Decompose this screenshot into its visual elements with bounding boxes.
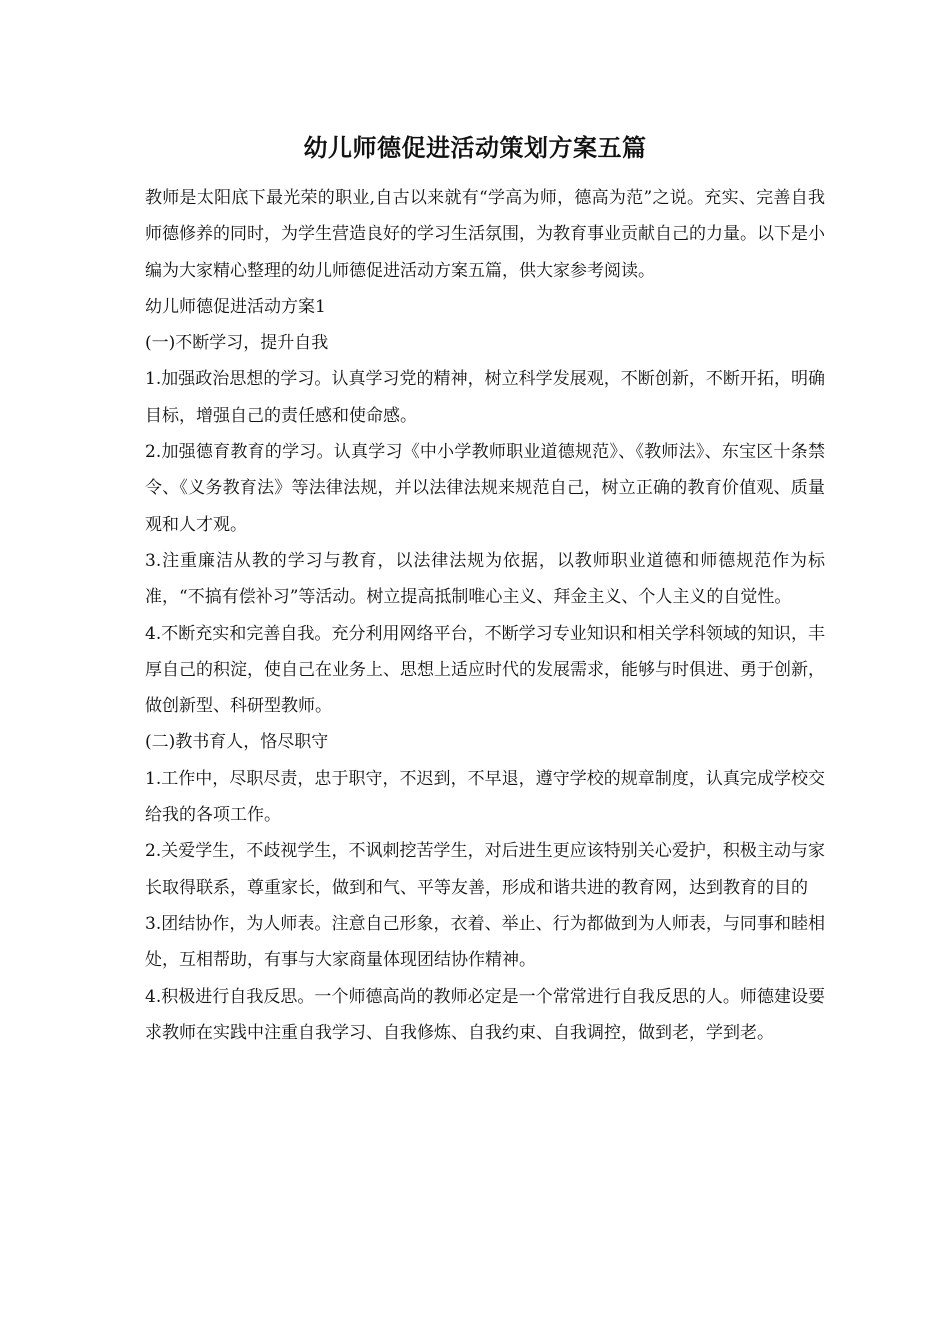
paragraph: 2.关爱学生，不歧视学生，不讽刺挖苦学生，对后进生更应该特别关心爱护，积极主动与家长取得联系，尊重家长，做到和气、平等友善，形成和谐共进的教育网，达到教育的目的 [145,841,825,898]
paragraph: 1.工作中，尽职尽责，忠于职守，不迟到，不早退，遵守学校的规章制度，认真完成学校交给我的各项工作。 [145,768,825,826]
section-heading: 幼儿师德促进活动方案1 [145,296,326,317]
paragraph: 2.加强德育教育的学习。认真学习《中小学教师职业道德规范》、《教师法》、东宝区十条禁令、《义务教育法》等法律法规，并以法律法规来规范自己，树立正确的教育价值观、质量观和人才观。 [145,442,825,535]
paragraph: 4.不断充实和完善自我。充分利用网络平台，不断学习专业知识和相关学科领域的知识，丰厚自己的积淀，使自己在业务上、思想上适应时代的发展需求，能够与时俱进、勇于创新，做创新型、科研型教师。 [145,623,825,717]
paragraph: 3.注重廉洁从教的学习与教育，以法律法规为依据，以教师职业道德和师德规范作为标准，“不搞有偿补习”等活动。树立提高抵制唯心主义、拜金主义、个人主义的自觉性。 [145,550,825,608]
paragraph: 4.积极进行自我反思。一个师德高尚的教师必定是一个常常进行自我反思的人。师德建设要求教师在实践中注重自我学习、自我修炼、自我约束、自我调控，做到老，学到老。 [145,986,825,1043]
paragraph: 1.加强政治思想的学习。认真学习党的精神，树立科学发展观，不断创新，不断开拓，明确目标，增强自己的责任感和使命感。 [145,369,825,426]
document-title: 幼儿师德促进活动策划方案五篇 [303,133,647,162]
intro-paragraph: 教师是太阳底下最光荣的职业,自古以来就有“学高为师，德高为范”之说。充实、完善自我师德修养的同时，为学生营造良好的学习生活氛围，为教育事业贡献自己的力量。以下是小编为大家精心整理的幼儿师德促进活动方案五篇，供大家参考阅读。 [145,188,825,281]
subsection-heading: (二)教书育人，恪尽职守 [145,732,329,753]
paragraph: 3.团结协作，为人师表。注意自己形象，衣着、举止、行为都做到为人师表，与同事和睦相处，互相帮助，有事与大家商量体现团结协作精神。 [145,913,825,971]
subsection-heading: (一)不断学习，提升自我 [145,333,329,354]
document-body [145,180,825,1051]
